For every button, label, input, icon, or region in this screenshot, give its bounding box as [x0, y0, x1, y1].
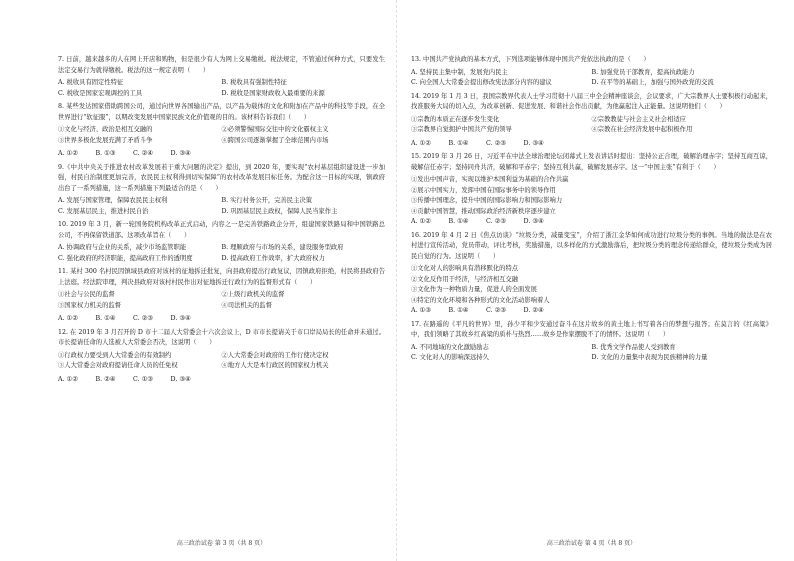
- question-9-options: [58, 196, 385, 217]
- choice-b: B. ①④: [448, 218, 469, 225]
- choice-a: A. ①②: [411, 218, 431, 225]
- item-2: ②必须警惕国际交往中的文化霸权主义: [221, 126, 329, 133]
- choice-d: D. ③④: [170, 150, 191, 157]
- item-1: ①文化对人的影响具有潜移默化的特点: [411, 265, 519, 272]
- option-d: D. 税收是国家财政收入最重要的来源: [221, 89, 325, 97]
- option-d: D. 巩固基层民主政权，保障人民当家作主: [221, 207, 338, 215]
- item-4: ④司法机关的监督: [221, 301, 272, 309]
- item-1: ①宗教的本质正在逐步发生变化: [411, 115, 500, 123]
- item-3: ③国家权力机关的监督: [58, 301, 121, 309]
- item-2: ②宗教教徒与社会主义社会相适应: [591, 115, 686, 123]
- option-c: C. 向全国人大常委会提出修改宪法部分内容的建议: [411, 79, 552, 86]
- question-7: [58, 55, 385, 76]
- question-stem: 12. 在 2019 年 3 月召开的 D 市十二届人大常委会十六次会议上，D 市市长提请关于市口岸局局长的任命并未通过。市长提请任命的人选被人大常委会否决，这说明（ ）: [58, 328, 385, 346]
- option-d: D. 在平等的基础上，加强与国外政党的交流: [591, 79, 714, 86]
- item-3: ③传播中国理念，提升中国的国际影响力和国际影响力: [411, 197, 563, 204]
- option-c: C. 发展基层民主，推进村民自治: [58, 207, 149, 215]
- question-10-options: [58, 243, 385, 264]
- question-stem: 11. 某村 300 名村民因镇域县政府对该村的征地拆迁批复，向县政府提出行政复议，因镇政府拒绝，村民将县政府告上法庭。经法院审理，判决县政府对该村村民作出对征地拆迁行政行为的监督形式有（ ）: [58, 268, 385, 286]
- option-d: D. 提高政府工作效率，扩大政府权力: [221, 254, 325, 262]
- question-stem: 17. 在路遥的《平凡的世界》里，孙少平和少安通过奋斗在这片故乡的黄土地上书写着各自的梦想与报答；在莫言的《红高粱》中，我们领略了其故乡红高粱的质朴与热烈……故乡是作家摆脱不了的情怀。这说明（ ）: [411, 320, 772, 338]
- option-b: B. 实行村务公开，完善民主决策: [221, 197, 312, 204]
- item-3: ③人大常委会对政府提请任命人员的任免权: [58, 362, 178, 369]
- choice-a: A. ①②: [411, 139, 431, 147]
- choice-c: C. ②③: [486, 139, 506, 147]
- choice-a: A. ①②: [58, 315, 78, 322]
- question-stem: 13. 中国共产党执政的基本方式，下列选项能够体现中国共产党依法执政的是（ ）: [411, 56, 650, 63]
- question-16: [411, 231, 772, 263]
- question-17: [411, 320, 772, 341]
- page-footer: 高三政治试卷 第 3 页（共 8 页）: [176, 540, 267, 547]
- question-stem: 7. 日前，越来越多的人在网上开店和购物，但是很少有人为网上交易缴税。税法规定，不管通过何种方式，只要发生法定交易行为就得缴税。税法的这一规定表明（ ）: [58, 56, 385, 74]
- page-footer: 高三政治试卷 第 4 页（共 8 页）: [546, 540, 637, 547]
- item-3: ③文化作为一种物质力量，促进人的全面发展: [411, 286, 537, 293]
- item-1: ①文化与经济、政治是相互交融的: [58, 126, 153, 133]
- option-a: A. 发展与国家管理，保障农民民主权利: [58, 197, 168, 204]
- question-12-items: [58, 351, 385, 372]
- option-c: C. 税收是国家宏观调控的工具: [58, 89, 143, 97]
- choice-d: D. ③④: [170, 315, 191, 322]
- question-13: [411, 55, 772, 66]
- option-c: C. 强化政府的经济职能，提高政府工作的透明度: [58, 254, 193, 262]
- choice-d: D. ③④: [523, 139, 544, 147]
- item-1: ①社会与公民的监督: [58, 291, 115, 298]
- question-stem: 9.《中共中央关于推进农村改革发展若干重大问题的决定》提出，到 2020 年，要实现“农村基层组织建设进一步加强，村民自治制度更加完善，农民民主权利得到切实保障”的农村改革发展目标任务。为配合这一目标的实现，镇政府出台了一系列措施，这一系列措施下列最适合的是（ ）: [58, 163, 385, 192]
- question-14-choices: [411, 139, 561, 150]
- question-stem: 8. 某些发达国家借助跨国公司，通过向世界各国输出产品，以产品为载体的文化和附加在产品中的科技等手段，在全世界进行“软征服”，以期改变发展中国家民族文化价值观的目的。该材料告诉我们（ ）: [58, 103, 385, 121]
- item-2: ②上级行政机关的监督: [221, 291, 285, 298]
- item-3: ③世界多极化发展充满了矛盾斗争: [58, 136, 153, 144]
- question-7-options: [58, 78, 385, 99]
- question-14: [411, 92, 772, 113]
- question-14-items: [411, 115, 772, 136]
- option-b: B. 加强党员干部教育，提高执政能力: [591, 68, 695, 76]
- item-4: ④跨国公司逐渐掌握了全球范围内市场: [221, 136, 329, 144]
- choice-d: D. ②④: [523, 307, 544, 314]
- question-stem: 16. 2019 年 4 月 2 日《焦点访谈》“垃圾分类，减量变宝”，介绍了浙江金华如何成功进行垃圾分类的事例。当地的做法是在农村进行宣传活动，党员带动，评比考核，奖励措施，以多样化的方式激励落后，把垃圾分类的理念传递给群众，使垃圾分类成为居民自觉的行为。这说明（ ）: [411, 231, 772, 260]
- item-1: ①行政权力要受到人大常委会的有效制约: [58, 351, 172, 359]
- question-15: [411, 152, 772, 173]
- choice-b: B. ②④: [95, 375, 116, 383]
- item-4: ④宗教在社会经济发展中起积极作用: [591, 126, 693, 133]
- item-3: ③宗教界自觉拥护中国共产党的领导: [411, 126, 512, 133]
- choice-a: A. ①②: [58, 375, 78, 383]
- question-17-options: [411, 343, 772, 364]
- item-2: ②文化反作用于经济，与经济相互交融: [411, 275, 519, 283]
- option-b: B. 理顺政府与市场的关系，建设服务型政府: [221, 244, 344, 251]
- choice-a: A. ①③: [411, 307, 431, 314]
- option-a: A. 协调政府与企业的关系，减少市场监管职能: [58, 244, 187, 251]
- choice-c: C. ②③: [486, 307, 506, 314]
- question-8-items: [58, 125, 385, 146]
- option-a: A. 坚持民主集中制，发展党内民主: [411, 68, 508, 76]
- question-12-choices: [58, 375, 208, 386]
- option-c: C. 文化对人的影响深远持久: [411, 354, 489, 361]
- choice-b: B. ①④: [448, 307, 469, 314]
- choice-a: A. ①②: [58, 150, 78, 157]
- question-11-items: [58, 290, 385, 311]
- choice-b: B. ①④: [448, 139, 469, 147]
- question-10: [58, 220, 385, 241]
- option-a: A. 不同地域的文化激励励志: [411, 343, 489, 351]
- question-15-items: [411, 175, 772, 217]
- item-4: ④地方人大是本行政区的国家权力机关: [221, 362, 329, 369]
- question-8: [58, 102, 385, 123]
- question-16-choices: [411, 306, 561, 317]
- choice-c: C. ②④: [133, 150, 153, 157]
- choice-d: D. ③④: [523, 218, 544, 225]
- option-b: B. 优秀文学作品使人受到教育: [591, 343, 676, 351]
- exam-page-4: [397, 0, 794, 561]
- option-d: D. 文化的力量集中表现为民族精神的力量: [591, 354, 708, 361]
- choice-b: B. ①④: [95, 315, 116, 322]
- question-13-options: [411, 68, 772, 89]
- item-1: ①发出中国声音，实现以维护本国利益为基础的合作共赢: [411, 176, 569, 183]
- item-4: ④特定的文化环境和各种形式的文化活动影响着人: [411, 296, 550, 304]
- option-a: A. 税收具有固定性特征: [58, 79, 124, 86]
- question-12: [58, 328, 385, 349]
- item-2: ②人大常委会对政府的工作行使决定权: [221, 351, 329, 359]
- question-16-items: [411, 264, 772, 306]
- question-stem: 10. 2019 年 3 月，新一轮国务院机构改革正式启动，内容之一是完善铁路政企分开，组建国家铁路局和中国铁路总公司，不再保留铁道部。这项改革旨在（ ）: [58, 221, 385, 239]
- item-2: ②展示中国实力，发挥中国在国际事务中的领导作用: [411, 186, 556, 194]
- choice-d: D. ③④: [170, 375, 191, 383]
- choice-c: C. ②③: [133, 315, 153, 322]
- choice-c: C. ①③: [133, 375, 153, 383]
- choice-b: B. ①③: [95, 150, 116, 157]
- item-4: ④贡献中国智慧，推动国际政治经济新秩序逐步建立: [411, 207, 556, 215]
- question-11-choices: [58, 314, 208, 325]
- question-15-choices: [411, 217, 561, 228]
- option-b: B. 税收具有强制性特征: [221, 79, 287, 86]
- question-stem: 15. 2019 年 3 月 26 日，习近平在中法全球治理论坛闭幕式上发表讲话时提出：坚持公正合理，破解治理赤字；坚持互商互谅，破解信任赤字；坚持同舟共济，破解和平赤字；坚持互利共赢，破解发展赤字。这一“中国主张”有利于（ ）: [411, 153, 772, 171]
- question-stem: 14. 2019 年 1 月 3 日，我国宗教界代表人士学习贯彻十八届三中全会精神座谈会，会议要求，广大宗教界人士要积极行动起来，找准服务大局的切入点，为改革创新、促进发展、和谐社会作出贡献，为他赢起注入正能量。这说明他们（ ）: [411, 92, 772, 110]
- choice-c: C. ②③: [486, 218, 506, 225]
- question-8-choices: [58, 149, 208, 160]
- question-9: [58, 163, 385, 195]
- question-11: [58, 267, 385, 288]
